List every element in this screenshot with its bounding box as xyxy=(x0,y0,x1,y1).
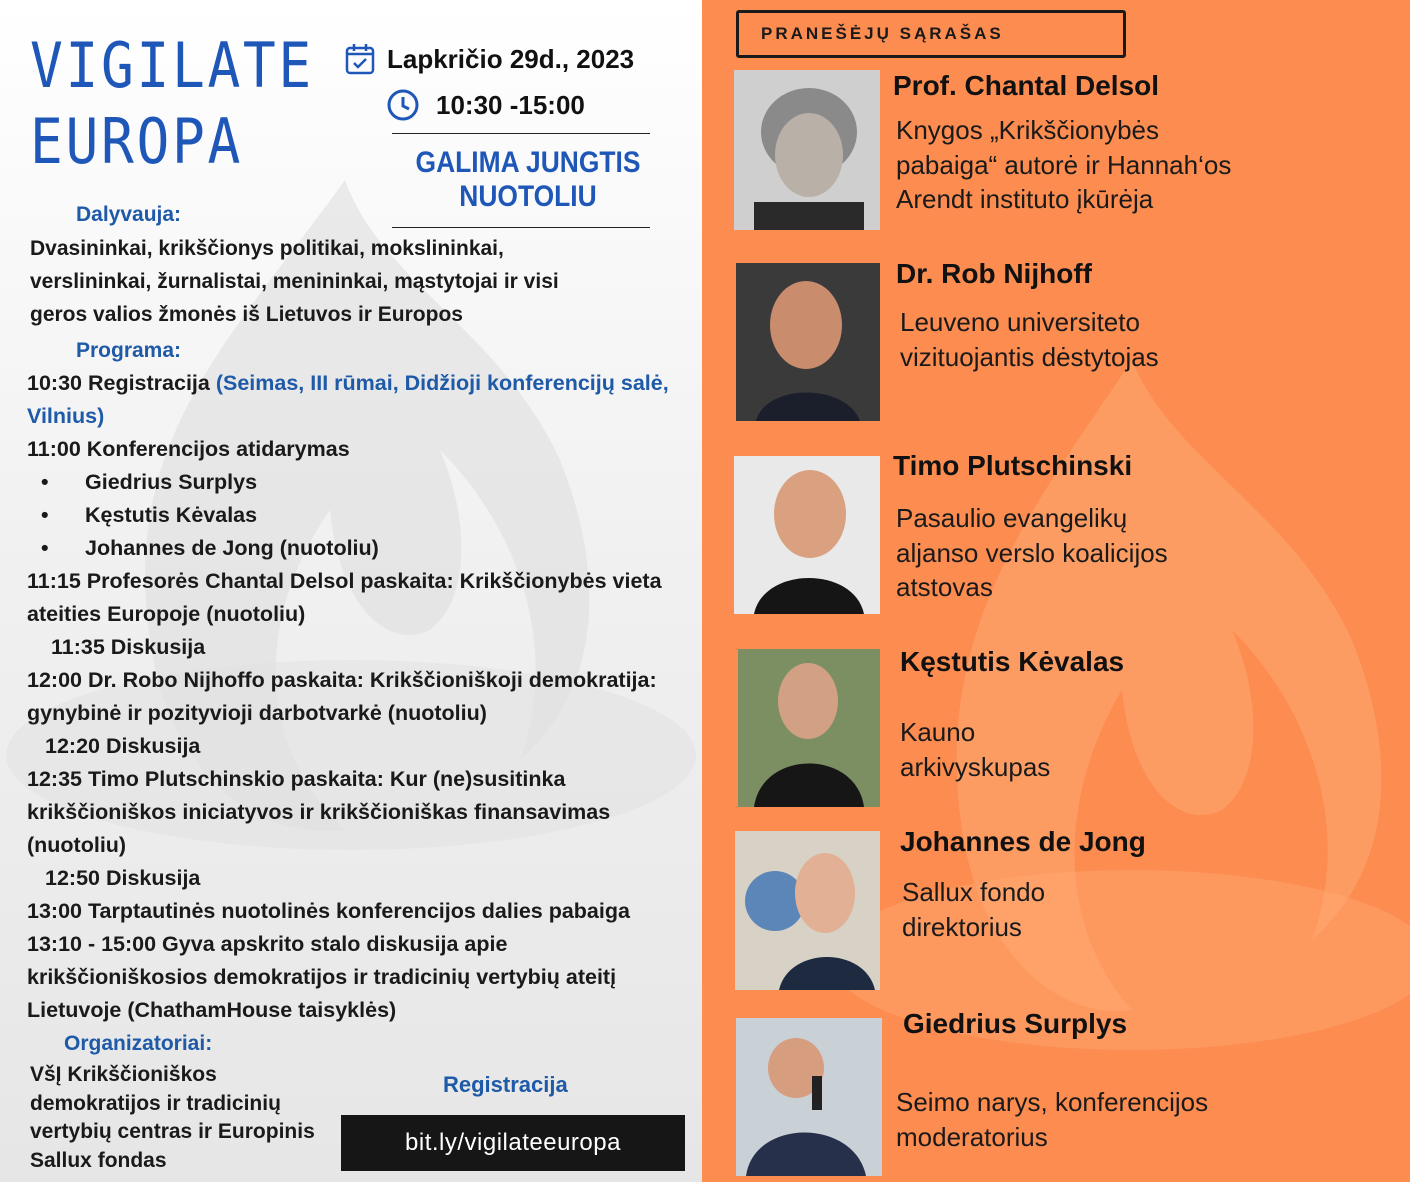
speaker-name: Giedrius Surplys xyxy=(903,1008,1128,1039)
speaker-photo xyxy=(736,1018,882,1176)
title-line-2: EUROPA xyxy=(30,105,243,178)
program-item: gynybinė ir pozityvioji darbotvarkė (nuotoliu) xyxy=(27,701,487,725)
program-item-registration xyxy=(27,367,702,400)
speaker-desc-line: pabaiga“ autorė ir Hannah‘os xyxy=(896,149,1232,180)
program-item: 12:00 Dr. Robo Nijhoffo paskaita: Krikščioniškoji demokratija: xyxy=(27,668,657,692)
speaker-description xyxy=(900,715,1050,784)
event-date xyxy=(345,43,634,75)
divider-top xyxy=(392,133,650,134)
speaker-photo xyxy=(735,831,880,990)
speaker-name: Johannes de Jong xyxy=(900,826,1146,857)
bullet: • xyxy=(41,536,49,560)
calendar-check-icon xyxy=(345,43,375,75)
program-list xyxy=(27,367,702,1027)
program-item: 11:35 Diskusija xyxy=(51,635,206,659)
registration-label: Registracija xyxy=(443,1072,568,1097)
participants-line: geros valios žmonės iš Lietuvos ir Europos xyxy=(30,303,463,326)
speaker-desc-line: Arendt instituto įkūrėja xyxy=(896,184,1154,214)
speaker-desc-line: vizituojantis dėstytojas xyxy=(900,341,1159,372)
speaker-description xyxy=(900,305,1159,374)
speaker-description xyxy=(896,1085,1208,1154)
program-item: 12:20 Diskusija xyxy=(45,734,201,758)
bullet: • xyxy=(41,503,49,527)
speaker-desc-line: Leuveno universiteto xyxy=(900,307,1140,337)
organizers-line: demokratijos ir tradicinių xyxy=(30,1091,281,1115)
participants-line: Dvasininkai, krikščionys politikai, mokslininkai, xyxy=(30,237,504,260)
speakers-heading: PRANEŠĖJŲ SĄRAŠAS xyxy=(736,10,1126,58)
registration-place-cont: Vilnius) xyxy=(27,404,105,428)
time-text: 10:30 -15:00 xyxy=(436,89,585,120)
speaker-name: Kęstutis Kėvalas xyxy=(900,646,1125,677)
speaker-desc-line: Sallux fondo xyxy=(902,877,1046,907)
speaker-desc-line: arkivyskupas xyxy=(900,751,1051,782)
speaker-name: Dr. Rob Nijhoff xyxy=(896,258,1092,289)
divider-bottom xyxy=(392,227,650,228)
date-text: Lapkričio 29d., 2023 xyxy=(387,43,635,74)
speaker-photo xyxy=(734,456,880,614)
program-heading: Programa: xyxy=(76,339,182,362)
speaker-description xyxy=(896,501,1168,605)
opener-name: Giedrius Surplys xyxy=(85,470,258,494)
participants-text xyxy=(30,232,559,331)
program-item: 11:15 Profesorės Chantal Delsol paskaita: Krikščionybės vieta xyxy=(27,569,662,593)
organizers-heading: Organizatoriai: xyxy=(64,1032,213,1055)
program-panel xyxy=(0,0,702,1182)
program-item: 12:35 Timo Plutschinskio paskaita: Kur (ne)susitinka xyxy=(27,767,566,791)
speaker-name: Timo Plutschinski xyxy=(893,450,1133,481)
title-line-1: VIGILATE xyxy=(30,29,314,102)
program-item: Lietuvoje (ChathamHouse taisyklės) xyxy=(27,998,397,1022)
speaker-desc-line: Kauno xyxy=(900,717,976,747)
organizers-line: Sallux fondas xyxy=(30,1148,167,1172)
program-item: 13:00 Tarptautinės nuotolinės konferencijos dalies pabaiga xyxy=(27,899,630,923)
opener-name: Kęstutis Kėvalas xyxy=(85,503,258,527)
speaker-name: Prof. Chantal Delsol xyxy=(893,70,1160,101)
program-item: krikščioniškosios demokratijos ir tradicinių vertybių ateitį xyxy=(27,965,617,989)
opener-name: Johannes de Jong (nuotoliu) xyxy=(85,536,379,560)
opener-item xyxy=(27,532,702,565)
event-title xyxy=(30,28,314,180)
remote-line-2: NUOTOLIU xyxy=(459,180,597,213)
speaker-desc-line: atstovas xyxy=(896,572,993,602)
speaker-desc-line: moderatorius xyxy=(896,1121,1048,1152)
speaker-photo xyxy=(736,263,880,421)
speaker-desc-line: Seimo narys, konferencijos xyxy=(896,1087,1209,1117)
organizers-line: vertybių centras ir Europinis xyxy=(30,1120,315,1143)
program-item: ateities Europoje (nuotoliu) xyxy=(27,602,306,626)
event-time xyxy=(386,88,585,122)
organizers-text xyxy=(30,1061,315,1175)
clock-icon xyxy=(386,88,420,122)
speaker-desc-line: direktorius xyxy=(902,911,1022,942)
program-item-opening: 11:00 Konferencijos atidarymas xyxy=(27,437,350,461)
remote-notice xyxy=(408,146,647,214)
speaker-description xyxy=(902,875,1045,944)
speaker-photo xyxy=(738,649,880,807)
registration-link-button[interactable]: bit.ly/vigilateeuropa xyxy=(341,1115,685,1171)
program-item: 12:50 Diskusija xyxy=(45,866,201,890)
program-item: (nuotoliu) xyxy=(27,833,127,857)
bullet: • xyxy=(41,470,49,494)
participants-line: verslininkai, žurnalistai, menininkai, mąstytojai ir visi xyxy=(30,270,559,293)
participants-heading: Dalyvauja: xyxy=(76,203,182,226)
speaker-photo xyxy=(734,70,880,230)
speaker-description xyxy=(896,113,1231,217)
organizers-line: VšĮ Krikščioniškos xyxy=(30,1063,217,1086)
program-item: 13:10 - 15:00 Gyva apskrito stalo diskusija apie xyxy=(27,932,508,956)
registration-place: (Seimas, III rūmai, Didžioji konferencijų salė, xyxy=(215,371,669,395)
program-item: krikščioniškos iniciatyvos ir krikščioniškas finansavimas xyxy=(27,800,611,824)
speaker-desc-line: Knygos „Krikščionybės xyxy=(896,115,1159,145)
opener-item xyxy=(27,499,702,532)
opener-item xyxy=(27,466,702,499)
speaker-desc-line: Pasaulio evangelikų xyxy=(896,503,1128,533)
registration-time: 10:30 Registracija xyxy=(27,371,210,395)
speaker-desc-line: aljanso verslo koalicijos xyxy=(896,537,1168,568)
remote-line-1: GALIMA JUNGTIS xyxy=(415,146,641,179)
